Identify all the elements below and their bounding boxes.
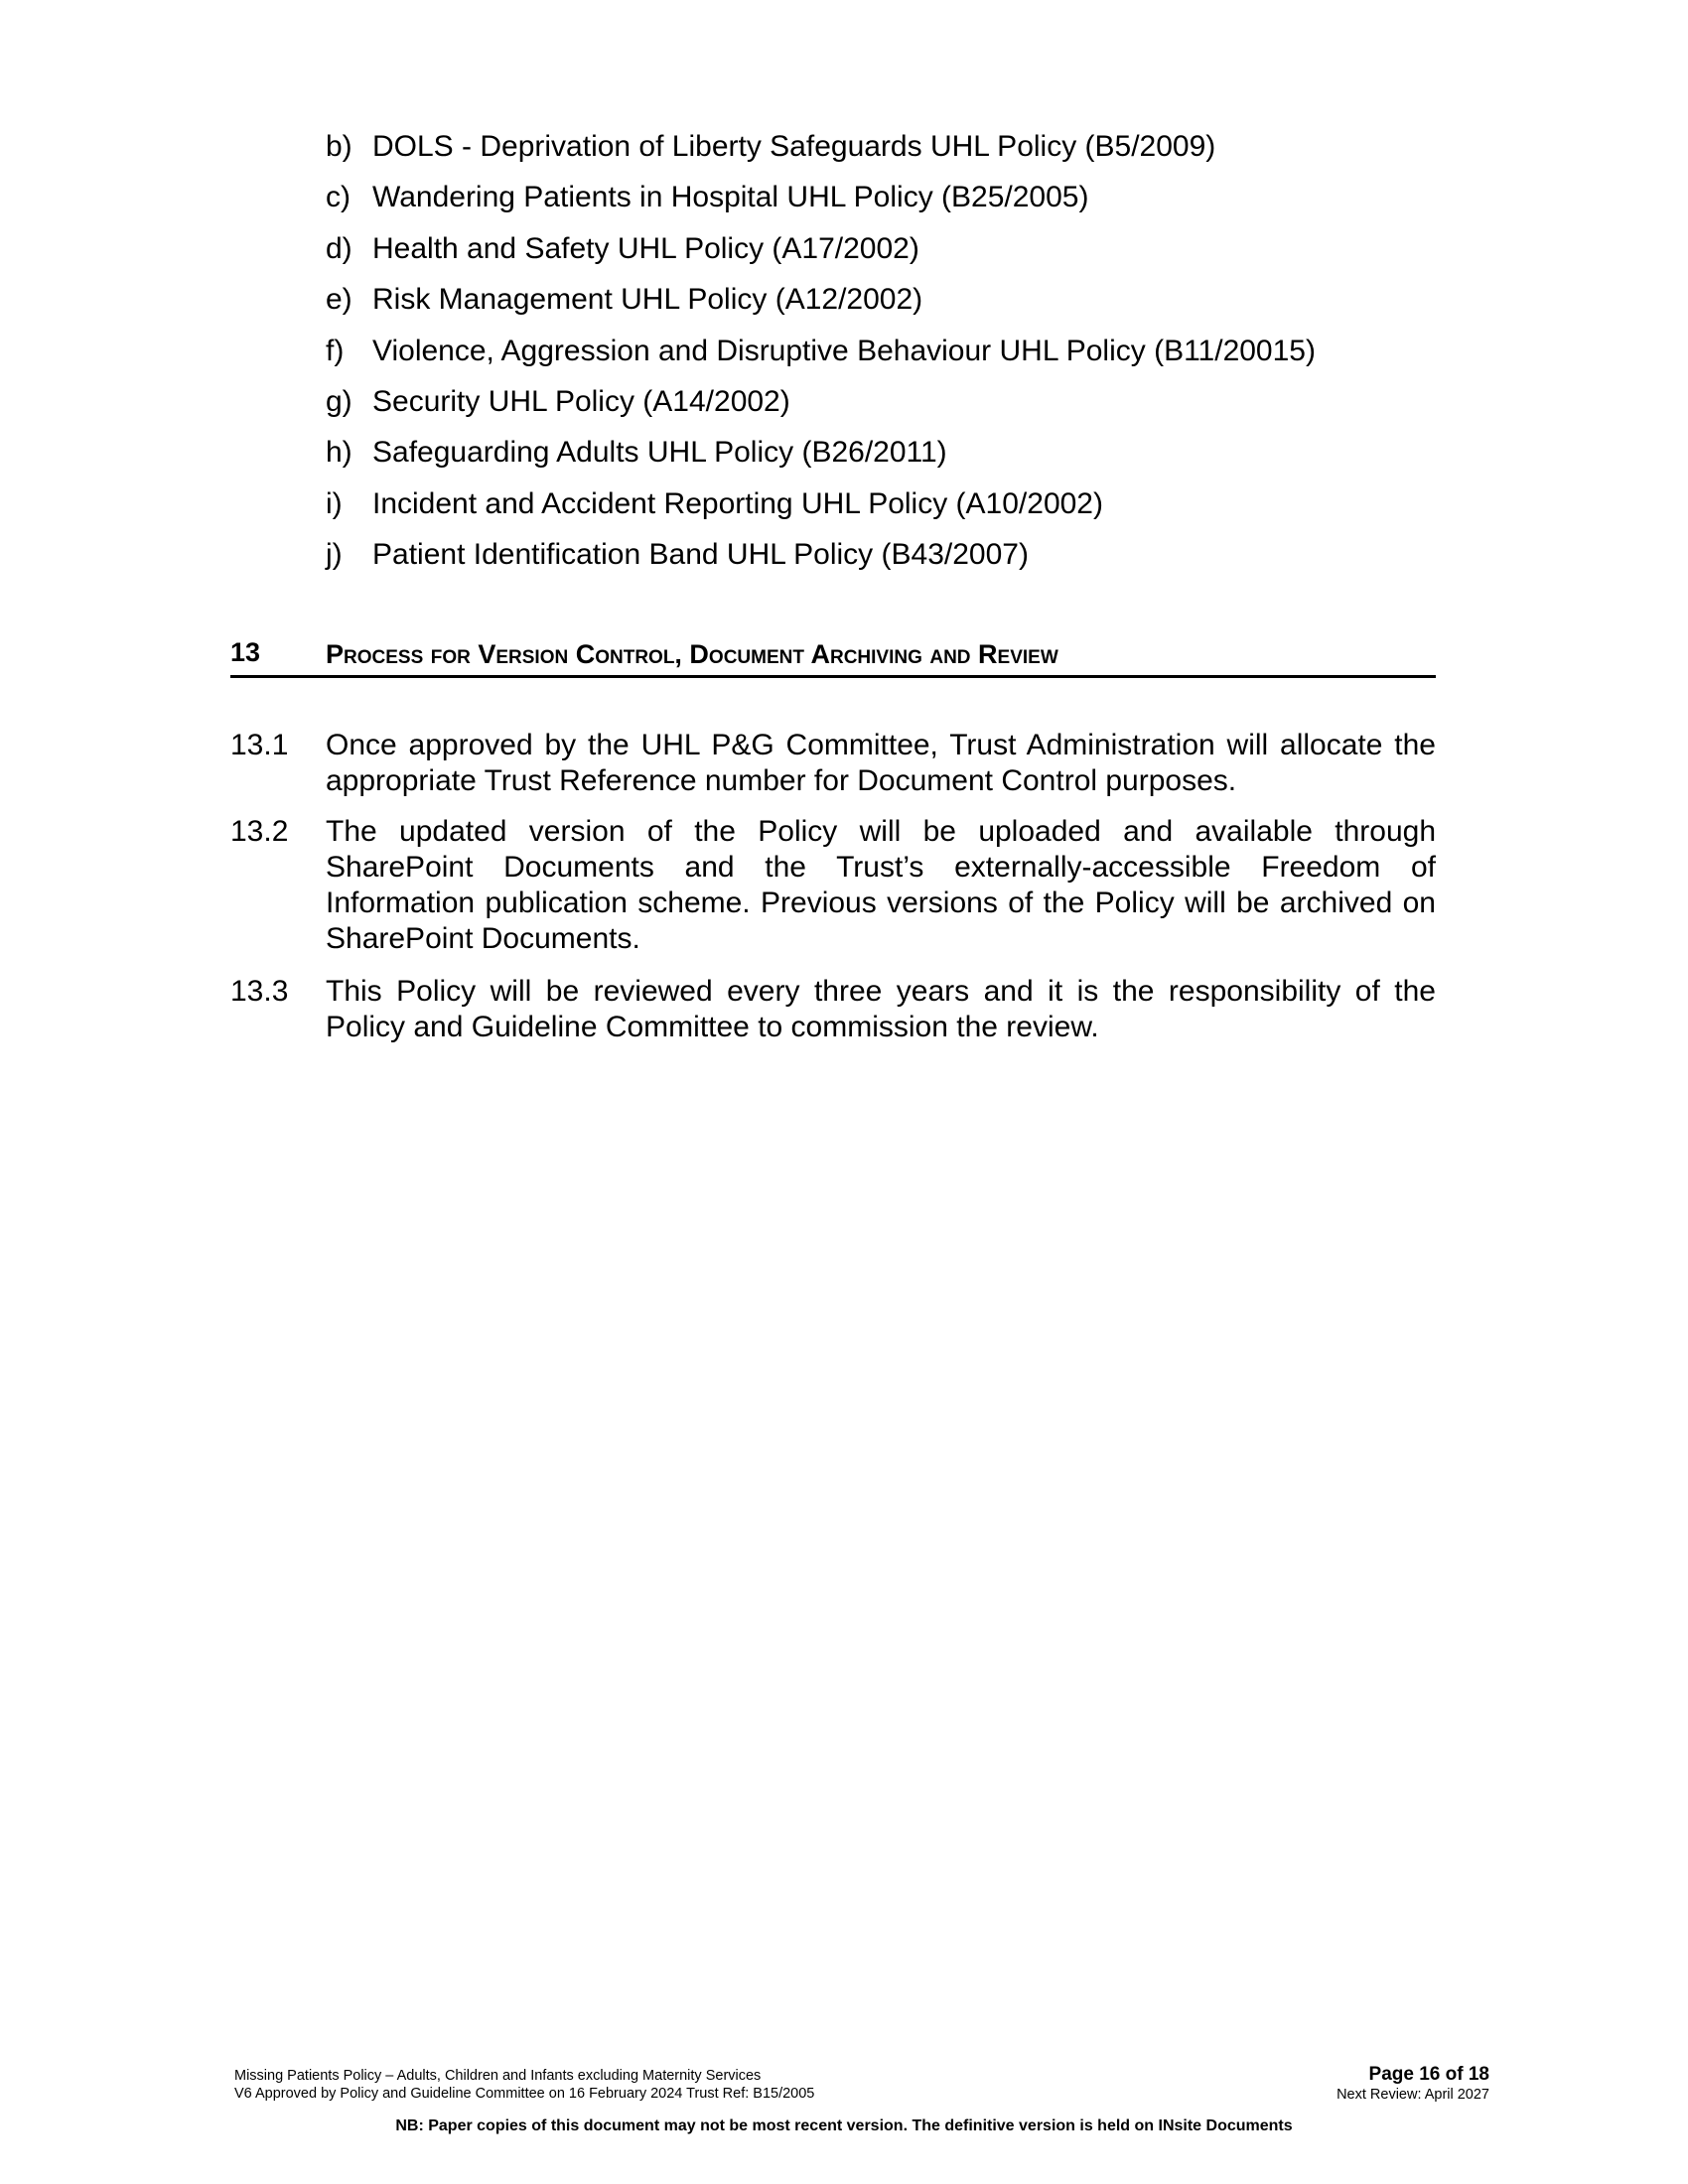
list-item-text: Health and Safety UHL Policy (A17/2002) [372, 231, 919, 265]
footer-note: NB: Paper copies of this document may not be most recent version. The definitive version is held on INsite Documents [395, 2117, 1293, 2134]
list-item-letter: d) [326, 231, 352, 265]
list-item [326, 223, 1468, 274]
paragraph-13-3 [230, 974, 1436, 1045]
section-title: Process for Version Control, Document Archiving and Review [326, 639, 1058, 669]
footer-approval: V6 Approved by Policy and Guideline Committee on 16 February 2024 Trust Ref: B15/2005 [234, 2086, 815, 2102]
list-item-letter: j) [326, 538, 343, 572]
list-item [326, 376, 1468, 427]
paragraph-text: This Policy will be reviewed every three years and it is the responsibility of the Policy and Guideline Committee to commission the review. [326, 975, 1436, 1043]
list-item-text: Patient Identification Band UHL Policy (B43/2007) [372, 538, 1029, 572]
list-item-letter: i) [326, 486, 343, 520]
list-item-text: Safeguarding Adults UHL Policy (B26/2011) [372, 436, 947, 470]
list-item [326, 529, 1468, 580]
paragraph-number: 13.3 [230, 975, 289, 1008]
footer-doc-title: Missing Patients Policy – Adults, Children and Infants excluding Maternity Services [234, 2068, 762, 2084]
list-item-text: Security UHL Policy (A14/2002) [372, 384, 790, 418]
footer-left [234, 2067, 814, 2103]
paragraph-text: Once approved by the UHL P&G Committee, Trust Administration will allocate the appropriate Trust Reference number for Document Control purposes. [326, 729, 1436, 797]
paragraph-13-2 [230, 814, 1436, 957]
list-item [326, 172, 1468, 222]
page-number: Page 16 of 18 [1368, 2064, 1489, 2085]
list-item [326, 121, 1468, 172]
paragraph-number: 13.2 [230, 815, 289, 848]
list-item-letter: c) [326, 181, 351, 214]
list-item-letter: e) [326, 283, 352, 317]
footer-right [1336, 2065, 1489, 2105]
list-item-text: DOLS - Deprivation of Liberty Safeguards UHL Policy (B5/2009) [372, 130, 1216, 163]
list-item-letter: h) [326, 436, 352, 470]
paragraph-13-1 [230, 728, 1436, 799]
paragraph-number: 13.1 [230, 729, 289, 761]
list-item-letter: g) [326, 384, 352, 418]
list-item-letter: f) [326, 334, 345, 367]
list-item [326, 427, 1468, 478]
list-item-letter: b) [326, 130, 352, 163]
list-item [326, 478, 1468, 529]
section-heading [230, 635, 1436, 678]
list-item-text: Incident and Accident Reporting UHL Policy (A10/2002) [372, 486, 1103, 520]
list-item [326, 274, 1468, 325]
list-item-text: Wandering Patients in Hospital UHL Policy (B25/2005) [372, 181, 1089, 214]
next-review: Next Review: April 2027 [1336, 2087, 1489, 2103]
section-number: 13 [230, 637, 261, 667]
related-policies-list [326, 121, 1468, 581]
paragraph-text: The updated version of the Policy will be uploaded and available through SharePoint Documents and the Trust’s externally-accessible Freedom of Information publication scheme. Previous versions of the Policy will be archived on SharePoint Documents. [326, 815, 1436, 955]
list-item [326, 326, 1468, 376]
list-item-text: Violence, Aggression and Disruptive Behaviour UHL Policy (B11/20015) [372, 334, 1316, 367]
list-item-text: Risk Management UHL Policy (A12/2002) [372, 283, 923, 317]
